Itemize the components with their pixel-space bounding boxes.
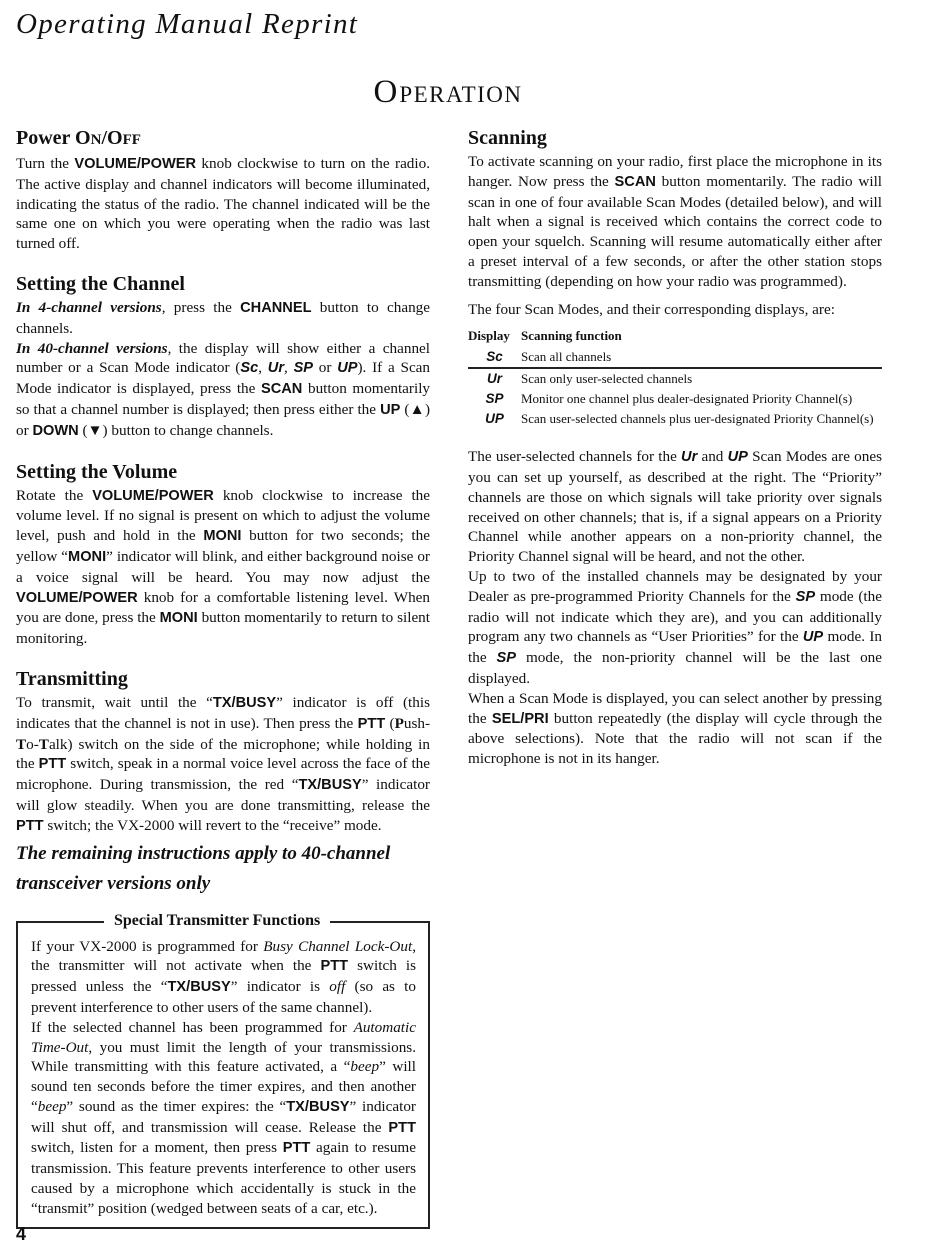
volume-paragraph: Rotate the VOLUME/POWER knob clockwise to increase the volume level. If no signal is present on which to adjust the volume level, push and hold in the MONI button for two seconds; the yellow “MONI” indicator will blink, and either background noise or a voice signal will be heard. You may now adjust the VOLUME/POWER knob for a comfortable listening level. When you are done, press the MONI button momentarily to return to silent monitoring. bbox=[16, 486, 430, 648]
table-row bbox=[468, 368, 882, 389]
power-paragraph: Turn the VOLUME/POWER knob clockwise to turn on the radio. The active display and channel indicators will become illuminated, indicating the status of the radio. The channel indicated will be the same one on which you were operating when the radio was last turned off. bbox=[16, 155, 431, 253]
scanning-paragraph-2: The four Scan Modes, and their corresponding displays, are: bbox=[468, 300, 835, 318]
running-header: Operating Manual Reprint bbox=[16, 8, 359, 40]
scan-modes-table bbox=[468, 325, 882, 429]
mode-description: Scan only user-selected channels bbox=[521, 371, 693, 387]
channel-paragraph-1: In 4-channel versions, press the CHANNEL button to change channels. bbox=[16, 298, 430, 337]
heading-transmitting: Transmitting bbox=[16, 667, 128, 690]
section-scanning bbox=[468, 126, 882, 769]
scanning-paragraph-5: When a Scan Mode is displayed, you can select another by pressing the SEL/PRI button repeatedly (the display will cycle through the above selections). Note that the radio will not scan if the microphone is not in its hanger. bbox=[468, 689, 882, 768]
mode-code: UP bbox=[485, 411, 504, 427]
channel-paragraph-2: In 40-channel versions, the display will show either a channel number or a Scan Mode indicator (Sc, Ur, SP or UP). If a Scan Mode indicator is displayed, press the SCAN button momentarily so that a channel number is displayed; then press either the UP (▲) or DOWN (▼) button to change channels. bbox=[16, 339, 431, 439]
table-row bbox=[468, 389, 882, 409]
special-paragraph-2: If the selected channel has been programmed for Automatic Time-Out, you must limit the length of your transmissions. While transmitting with this feature activated, a “beep” will sound ten seconds before the timer expires, and then another “beep” sound as the timer expires: the “TX/BUSY” indicator will shut off, and transmission will cease. Release the PTT switch, listen for a moment, then press PTT again to resume transmission. This feature prevents interference to other users caused by a microphone which accidentally is stuck in the “transmit” position (wedged between seats of a car, etc.). bbox=[31, 1018, 416, 1217]
page-title: OPERATION bbox=[373, 74, 523, 110]
mode-description: Scan user-selected channels plus uer-designated Priority Channel(s) bbox=[521, 411, 874, 427]
special-functions-title: Special Transmitter Functions bbox=[104, 910, 330, 932]
mode-description: Scan all channels bbox=[521, 347, 882, 368]
mode-code: Ur bbox=[486, 371, 502, 387]
heading-scanning: Scanning bbox=[468, 127, 547, 149]
right-column bbox=[468, 126, 882, 769]
section-channel bbox=[16, 272, 430, 442]
scanning-paragraph-3: The user-selected channels for the Ur and UP Scan Modes are ones you can set up yourself, as described at the right. The “Priority” channels are those on which signals will take priority over signals received on other channels; that is, if a signal appears on a Priority Channel while another appears on a non-priority channel, the Priority Channel signal will be heard, and not the other. bbox=[468, 448, 882, 566]
section-transmitting bbox=[16, 667, 430, 837]
table-header-display: Display bbox=[468, 328, 510, 344]
table-header-row bbox=[468, 325, 882, 347]
section-power bbox=[16, 126, 430, 254]
heading-volume: Setting the Volume bbox=[16, 460, 178, 483]
heading-power: Power ON/OFF bbox=[16, 127, 141, 149]
mode-code: Sc bbox=[468, 347, 521, 368]
transmitting-paragraph: To transmit, wait until the “TX/BUSY” indicator is off (this indicates that the channel is not in use). Then press the PTT (Push-To-Talk) switch on the side of the microphone; while holding in the PTT switch, speak in a normal voice level across the face of the microphone. During transmission, the red “TX/BUSY” indicator will glow steadily. When you are done transmitting, release the PTT switch; the VX-2000 will revert to the “receive” mode. bbox=[16, 693, 430, 834]
special-functions-box bbox=[16, 911, 430, 1229]
scanning-paragraph-1: To activate scanning on your radio, first place the microphone in its hanger. Now press the SCAN button momentarily. The radio will scan in one of four available Scan Modes (detailed below), and will halt when a signal is received which contains the correct code to open your squelch. Scanning will resume automatically either after a preset interval of a few seconds, or after the other station stops transmitting (depending on how your radio was programmed). bbox=[468, 153, 883, 290]
mode-code: SP bbox=[485, 391, 504, 407]
section-volume bbox=[16, 460, 430, 649]
heading-channel: Setting the Channel bbox=[16, 272, 185, 295]
special-paragraph-1: If your VX-2000 is programmed for Busy Channel Lock-Out, the transmitter will not activate when the PTT switch is pressed unless the “TX/BUSY” indicator is off (so as to prevent interference to other users of the same channel). bbox=[31, 937, 417, 1016]
table-row bbox=[468, 347, 882, 368]
table-header-function: Scanning function bbox=[521, 328, 622, 344]
mode-description: Monitor one channel plus dealer-designated Priority Channel(s) bbox=[521, 391, 853, 407]
page-number: 4 bbox=[16, 1224, 27, 1244]
remaining-instructions-note: The remaining instructions apply to 40-channel transceiver versions only bbox=[16, 842, 391, 894]
left-column bbox=[16, 126, 430, 1229]
table-row bbox=[468, 409, 882, 429]
scanning-paragraph-4: Up to two of the installed channels may be designated by your Dealer as pre-programmed Priority Channels for the SP mode (the radio will not indicate which they are), and you can additionally program any two channels as “User Priorities” for the UP mode. In the SP mode, the non-priority channel will be the last one displayed. bbox=[468, 567, 882, 687]
